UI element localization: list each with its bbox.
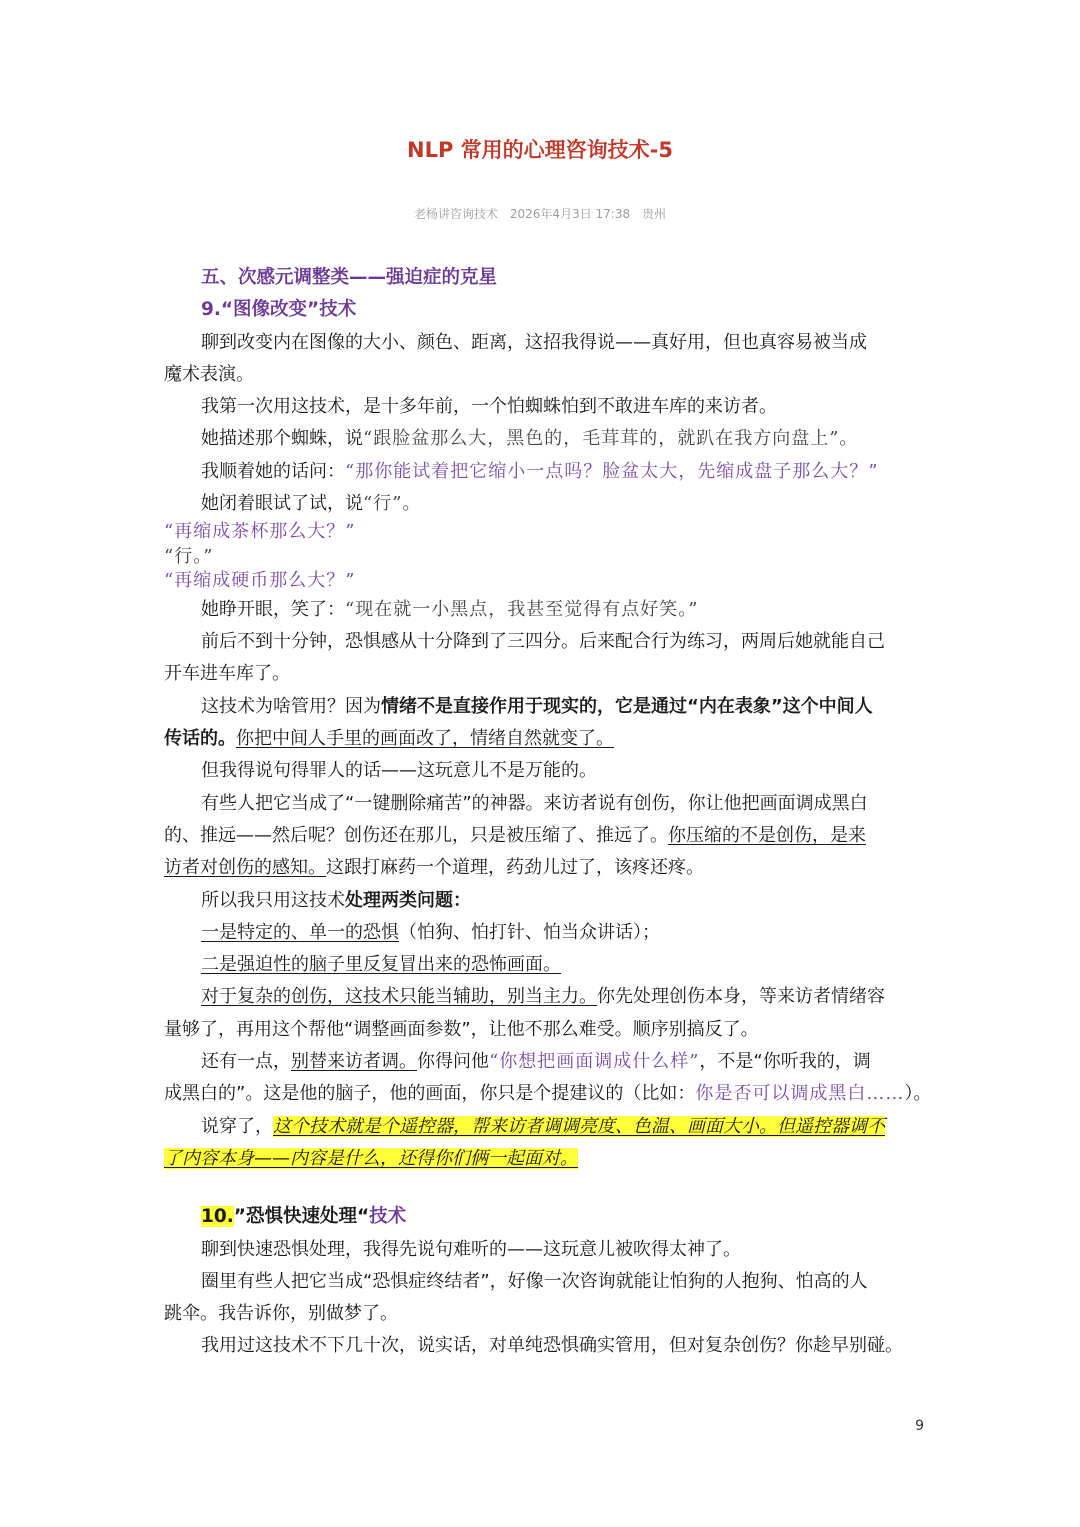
heading-number: 10. bbox=[201, 1206, 234, 1228]
section-heading: 五、次感元调整类——强迫症的克星 bbox=[201, 267, 498, 288]
paragraph-line bbox=[164, 691, 919, 723]
paragraph-line bbox=[164, 949, 919, 981]
paragraph-line: 我第一次用这技术，是十多年前，一个怕蜘蛛怕到不敢进车库的来访者。 bbox=[201, 396, 777, 418]
paragraph-line: 有些人把它当成了“一键删除痛苦”的神器。来访者说有创伤，你让他把画面调成黑白 bbox=[201, 792, 868, 814]
text-run: 还有一点， bbox=[201, 1051, 291, 1073]
quote-text: “那你能试着把它缩小一点吗？脸盆太大，先缩成盘子那么大？” bbox=[345, 460, 879, 482]
author-name[interactable]: 老杨讲咨询技术 bbox=[414, 207, 499, 221]
article-meta bbox=[0, 205, 1080, 222]
highlighted-text: 这个技术就是个遥控器，帮来访者调调亮度、色温、画面大小。但遥控器调不 bbox=[273, 1115, 885, 1137]
paragraph-line: 开车进车库了。 bbox=[164, 663, 290, 685]
highlighted-text: 了内容本身——内容是什么，还得你们俩一起面对。 bbox=[164, 1147, 578, 1169]
paragraph-line: 跳伞。我告诉你，别做梦了。 bbox=[164, 1303, 398, 1325]
paragraph-line bbox=[164, 885, 919, 917]
paragraph-line bbox=[164, 1143, 919, 1175]
paragraph-line: 我用过这技术不下几十次，说实话，对单纯恐惧确实管用，但对复杂创伤？你趁早别碰。 bbox=[201, 1335, 903, 1357]
text-run: 她描述那个蜘蛛，说 bbox=[201, 428, 363, 450]
text-run: （怕狗、怕打针、怕当众讲话）； bbox=[399, 921, 660, 943]
paragraph-line bbox=[164, 594, 919, 626]
underlined-text: 你把中间人手里的画面改了，情绪自然就变了。 bbox=[236, 728, 614, 750]
underlined-text: 一是特定的、单一的恐惧 bbox=[201, 921, 399, 943]
underlined-text: 访者对创伤的感知。 bbox=[164, 857, 326, 879]
page-number: 9 bbox=[915, 1418, 924, 1434]
text-run: ）。 bbox=[904, 1083, 932, 1105]
article-body bbox=[164, 262, 932, 1363]
paragraph-line bbox=[164, 723, 919, 755]
paragraph-line bbox=[164, 852, 919, 884]
heading-text: 技术 bbox=[369, 1206, 407, 1228]
paragraph-line bbox=[164, 1111, 919, 1143]
quote-text: “现在就一小黑点，我甚至觉得有点好笑。” bbox=[345, 598, 699, 620]
paragraph-line: 圈里有些人把它当成“恐惧症终结者”，好像一次咨询就能让怕狗的人抱狗、怕高的人 bbox=[201, 1270, 868, 1292]
text-run: ，不是“你听我的，调 bbox=[699, 1051, 871, 1073]
text-run: 她睁开眼，笑了： bbox=[201, 598, 345, 620]
bold-text: 情绪不是直接作用于现实的，它是通过“内在表象”这个中间人 bbox=[381, 695, 873, 717]
quote-text: 你是否可以调成黑白…… bbox=[695, 1083, 905, 1105]
spacer bbox=[164, 1175, 919, 1201]
paragraph-line bbox=[164, 456, 919, 488]
page-title: NLP 常用的心理咨询技术-5 bbox=[407, 138, 673, 162]
heading-text: ”恐惧快速处理“ bbox=[233, 1206, 370, 1228]
paragraph-line: 前后不到十分钟，恐惧感从十分降到了三四分。后来配合行为练习，两周后她就能自己 bbox=[201, 631, 885, 653]
paragraph-line bbox=[164, 1078, 932, 1110]
dialogue-line: “行。” bbox=[164, 545, 214, 567]
paragraph-line: 聊到快速恐惧处理，我得先说句难听的——这玩意儿被吹得太神了。 bbox=[201, 1238, 741, 1260]
paragraph-line bbox=[164, 423, 919, 455]
quote-text: “行”。 bbox=[363, 493, 422, 515]
text-run: 你得问他 bbox=[417, 1051, 489, 1073]
quote-text: “你想把画面调成什么样” bbox=[489, 1051, 700, 1073]
bold-text: 处理两类问题： bbox=[345, 889, 471, 911]
underlined-text: 别替来访者调。 bbox=[291, 1051, 417, 1073]
underlined-text: 二是强迫性的脑子里反复冒出来的恐怖画面。 bbox=[201, 954, 561, 976]
text-run: 这跟打麻药一个道理，药劲儿过了，该疼还疼。 bbox=[326, 857, 704, 879]
text-run: 说穿了， bbox=[201, 1115, 273, 1137]
text-run: 她闭着眼试了试，说 bbox=[201, 493, 363, 515]
paragraph-line: 聊到改变内在图像的大小、颜色、距离，这招我得说——真好用，但也真容易被当成 bbox=[201, 331, 867, 353]
dialogue-line: “再缩成硬币那么大？” bbox=[164, 570, 356, 592]
text-run: 你先处理创伤本身，等来访者情绪容 bbox=[597, 986, 885, 1008]
text-run: 成黑白的”。这是他的脑子，他的画面，你只是个提建议的（比如： bbox=[164, 1083, 696, 1105]
text-run: 我顺着她的话问： bbox=[201, 460, 345, 482]
paragraph-line: 但我得说句得罪人的话——这玩意儿不是万能的。 bbox=[201, 760, 597, 782]
dialogue-line: “再缩成茶杯那么大？” bbox=[164, 521, 356, 543]
paragraph-line bbox=[164, 1046, 919, 1078]
technique-10-heading bbox=[164, 1201, 919, 1233]
underlined-text: 对于复杂的创伤，这技术只能当辅助，别当主力。 bbox=[201, 986, 597, 1008]
publish-location: 贵州 bbox=[641, 207, 666, 221]
publish-datetime: 2026年4月3日 17:38 bbox=[509, 207, 631, 221]
underlined-text: 你压缩的不是创伤，是来 bbox=[668, 824, 866, 846]
bold-text: 传话的。 bbox=[164, 728, 236, 750]
paragraph-line: 量够了，再用这个帮他“调整画面参数”，让他不那么难受。顺序别搞反了。 bbox=[164, 1018, 759, 1040]
paragraph-line bbox=[164, 917, 919, 949]
technique-9-heading: 9.“图像改变”技术 bbox=[201, 299, 357, 321]
paragraph-line bbox=[164, 820, 919, 852]
text-run: 的、推远——然后呢？创伤还在那儿，只是被压缩了、推远了。 bbox=[164, 824, 668, 846]
paragraph-line bbox=[164, 981, 919, 1013]
text-run: 所以我只用这技术 bbox=[201, 889, 345, 911]
quote-text: “跟脸盆那么大，黑色的，毛茸茸的，就趴在我方向盘上”。 bbox=[363, 428, 859, 450]
text-run: 这技术为啥管用？因为 bbox=[201, 695, 381, 717]
paragraph-line: 魔术表演。 bbox=[164, 363, 254, 385]
paragraph-line bbox=[164, 488, 919, 520]
